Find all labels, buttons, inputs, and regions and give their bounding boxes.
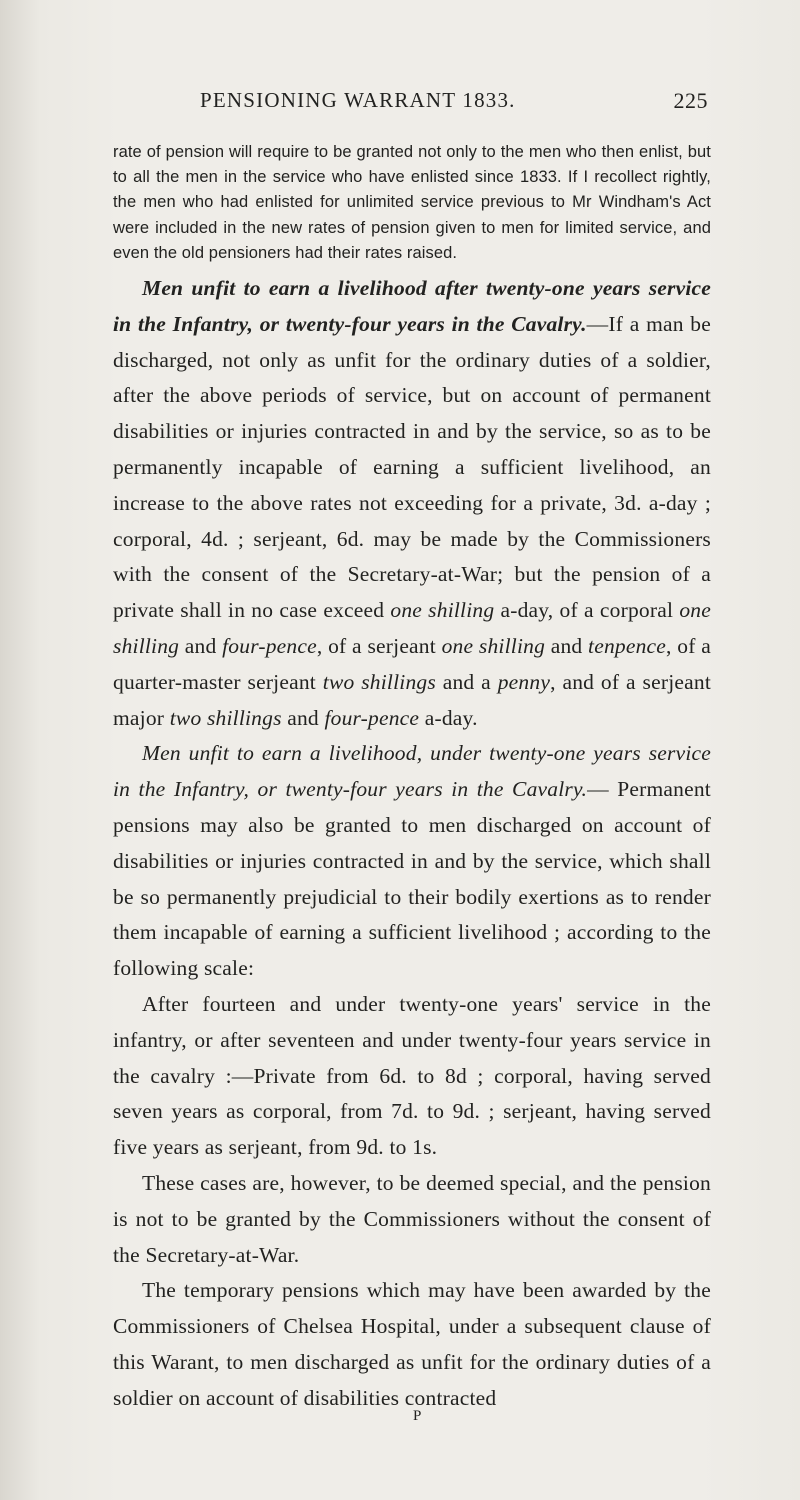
paragraph-text: and a bbox=[435, 669, 498, 694]
paragraph-text: and bbox=[179, 633, 223, 658]
paragraph-continuation: rate of pension will require to be granted not only to the men who then enlist, but to all the men in the service who have enlisted since 1833. If I recollect rightly, the men who had enlisted for unlimited service previous to Mr Windham's Act were included in the new rates of pension given to men for limited service, and even the old pensioners had their rates raised. bbox=[113, 143, 711, 262]
section-heading-long-service: Men unfit to earn a livelihood after twenty-one years service in the Infantry, or twenty-four years in the Cavalry. bbox=[113, 276, 711, 336]
paragraph-text: and bbox=[281, 705, 325, 730]
signature-mark: P bbox=[413, 1408, 422, 1424]
italic-amount: two shillings bbox=[322, 669, 436, 694]
italic-amount: one shilling bbox=[441, 633, 546, 658]
paragraph-text: , and of a serjeant major bbox=[113, 669, 711, 730]
paragraph-short-service-unfit bbox=[113, 736, 711, 987]
paragraph-text: — Permanent pensions may also be granted to men discharged on account of disabilities or injuries contracted in and by the service, which shall be so permanently prejudicial to their bodily exertions as to render them incapable of earning a sufficient livelihood ; according to the following scale: bbox=[113, 777, 711, 981]
italic-amount: tenpence bbox=[588, 633, 667, 658]
italic-amount: one shilling bbox=[390, 598, 495, 623]
page-body bbox=[113, 140, 711, 1417]
paragraph-special-cases: These cases are, however, to be deemed special, and the pension is not to be granted by the Commissioners without the consent of the Secretary-at-War. bbox=[113, 1170, 711, 1267]
paragraph-scale: After fourteen and under twenty-one years' service in the infantry, or after seventeen and under twenty-four years service in the cavalry :—Private from 6d. to 8d ; corporal, having served seven years as corporal, from 7d. to 9d. ; serjeant, having served five years as serjeant, from 9d. to 1s. bbox=[113, 991, 711, 1160]
paragraph-long-service-unfit bbox=[113, 271, 711, 736]
paragraph-text: , of a serjeant bbox=[316, 633, 442, 658]
paragraph-temporary-pensions: The temporary pensions which may have been awarded by the Commissioners of Chelsea Hospital, under a subsequent clause of this Warant, to men discharged as unfit for the ordinary duties of a soldier on account of disabilities contracted bbox=[113, 1278, 711, 1410]
page-header bbox=[0, 88, 800, 120]
paragraph-text: —If a man be discharged, not only as unfit for the ordinary duties of a soldier, after the above periods of service, but on account of permanent disabilities or injuries contracted in and by the service, so as to be permanently incapable of earning a sufficient livelihood, an increase to the above rates not exceeding for a private, 3d. a-day ; corporal, 4d. ; serjeant, 6d. may be made by the Commissioners with the consent of the Secretary-at-War; but the pension of a private shall in no case exceed bbox=[113, 311, 711, 623]
italic-amount: penny bbox=[497, 669, 551, 694]
page-number: 225 bbox=[673, 88, 708, 113]
running-title: PENSIONING WARRANT 1833. bbox=[200, 88, 516, 112]
paragraph-text: , of a quarter-master serjeant bbox=[113, 633, 712, 694]
section-heading-short-service: Men unfit to earn a livelihood, under twenty-one years service in the Infantry, or twenty-four years in the Cavalry. bbox=[113, 741, 711, 802]
italic-amount: four-pence bbox=[222, 633, 317, 658]
paragraph-text: a-day. bbox=[419, 705, 478, 730]
italic-amount: two shillings bbox=[169, 705, 282, 730]
italic-amount: four-pence bbox=[324, 705, 420, 730]
paragraph-text: a-day, of a corporal bbox=[494, 598, 680, 623]
paragraph-text: and bbox=[545, 633, 589, 658]
italic-amount: one shilling bbox=[113, 598, 711, 658]
